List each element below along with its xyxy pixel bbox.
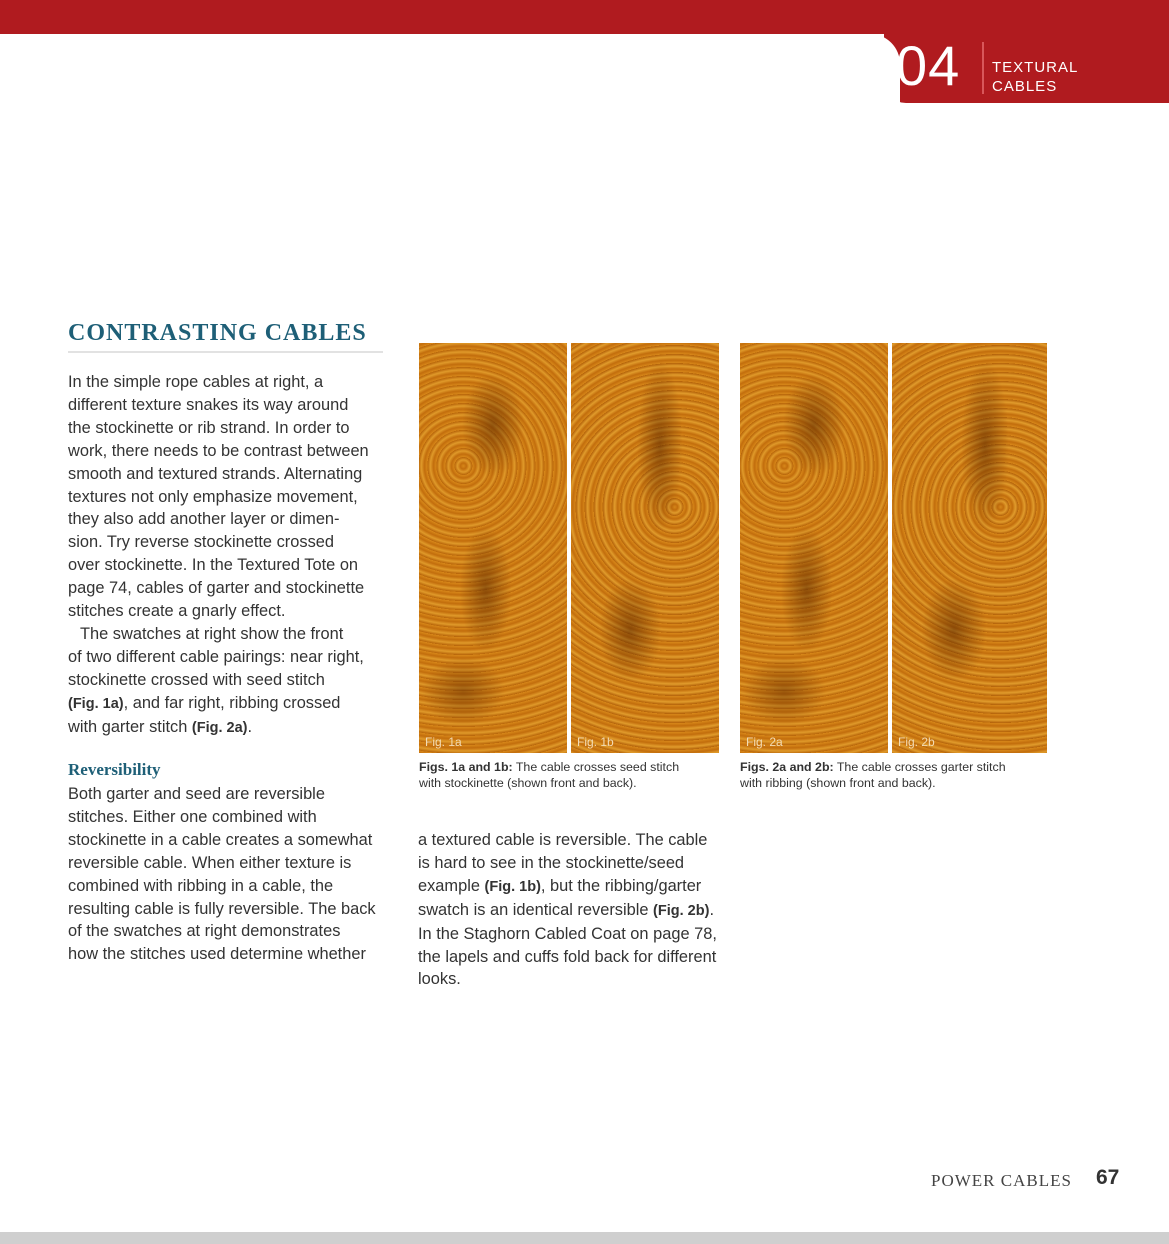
p2-text: , and far right, ribbing crossed [123, 693, 341, 712]
p2-text: . [247, 717, 253, 736]
intro-line: textures not only emphasize movement, [68, 487, 358, 506]
p2-line: of two different cable pairings: near right, [68, 647, 364, 666]
page-number: 67 [1096, 1166, 1120, 1189]
chapter-title-line2: CABLES [992, 78, 1058, 95]
section-heading: CONTRASTING CABLES [68, 320, 367, 346]
photo-label: Fig. 1a [425, 735, 462, 749]
rev-line: of the swatches at right demonstrates [68, 922, 341, 941]
photo-label: Fig. 2b [898, 735, 935, 749]
rev-line: resulting cable is fully reversible. The back [68, 899, 376, 918]
col2-text: , but the ribbing/garter [540, 876, 702, 895]
p2-line: The swatches at right show the front [80, 624, 344, 643]
rev-line: stockinette in a cable creates a somewhat [68, 830, 373, 849]
intro-line: different texture snakes its way around [68, 395, 349, 414]
col2-text: swatch is an identical reversible [418, 900, 654, 919]
swatch-photo-fig-2b [892, 343, 1047, 753]
heading-rule [68, 351, 383, 353]
rev-line: reversible cable. When either texture is [68, 853, 352, 872]
intro-line: In the simple rope cables at right, a [68, 373, 324, 391]
caption-line [419, 760, 729, 776]
intro-line: sion. Try reverse stockinette crossed [68, 533, 334, 552]
chapter-number: 04 [896, 34, 961, 97]
intro-line: stitches create a gnarly effect. [68, 602, 286, 621]
col2-text: . [709, 900, 714, 919]
intro-line: smooth and textured strands. Alternating [68, 464, 363, 483]
figure-caption-1 [419, 760, 729, 791]
intro-line: work, there needs to be contrast between [68, 441, 369, 460]
header-white-area [0, 34, 900, 114]
p2-line [68, 692, 403, 716]
reversibility-column [68, 783, 408, 966]
swatch-photo-fig-1a [419, 343, 567, 753]
col2-text: example [418, 876, 485, 895]
intro-line: the stockinette or rib strand. In order to [68, 418, 350, 437]
bottom-scan-edge [0, 1232, 1169, 1244]
caption-line [740, 760, 1050, 776]
intro-line: over stockinette. In the Textured Tote on [68, 556, 359, 575]
swatch-photo-fig-1b [571, 343, 719, 753]
caption-line: with stockinette (shown front and back). [419, 775, 637, 790]
figure-caption-2 [740, 760, 1050, 791]
p2-line: stockinette crossed with seed stitch [68, 670, 325, 689]
col2-line: the lapels and cuffs fold back for different [418, 947, 717, 966]
col2-line: is hard to see in the stockinette/seed [418, 853, 685, 872]
col2-line [418, 875, 753, 899]
swatch-photo-fig-2a [740, 343, 888, 753]
chapter-title [992, 58, 1078, 96]
caption-text: The cable crosses seed stitch [512, 760, 680, 774]
p2-line [68, 716, 403, 740]
running-footer-title: POWER CABLES [931, 1171, 1072, 1190]
col2-line: looks. [418, 970, 461, 989]
rev-line: stitches. Either one combined with [68, 807, 317, 826]
fig-ref: (Fig. 2a) [191, 719, 248, 736]
photo-label: Fig. 1b [577, 735, 614, 749]
fig-ref: (Fig. 1a) [68, 695, 124, 712]
fig-ref: (Fig. 2b) [653, 902, 710, 919]
caption-line: with ribbing (shown front and back). [740, 775, 936, 790]
intro-column [68, 371, 403, 740]
rev-line: Both garter and seed are reversible [68, 785, 325, 803]
chapter-divider [982, 42, 984, 94]
rev-line: combined with ribbing in a cable, the [68, 876, 334, 895]
caption-bold: Figs. 1a and 1b: [419, 760, 513, 774]
chapter-title-line1: TEXTURAL [992, 59, 1079, 76]
photo-label: Fig. 2a [746, 735, 783, 749]
col2-line: In the Staghorn Cabled Coat on page 78, [418, 924, 717, 943]
col2-line: a textured cable is reversible. The cable [418, 831, 708, 849]
intro-line: they also add another layer or dimen- [68, 510, 340, 529]
p2-text: with garter stitch [68, 717, 192, 736]
continued-column [418, 829, 753, 991]
caption-bold: Figs. 2a and 2b: [740, 760, 834, 774]
rev-line: how the stitches used determine whether [68, 945, 366, 964]
col2-line [418, 899, 753, 923]
fig-ref: (Fig. 1b) [484, 878, 541, 895]
subheading-reversibility: Reversibility [68, 760, 161, 779]
intro-line: page 74, cables of garter and stockinette [68, 579, 365, 598]
caption-text: The cable crosses garter stitch [833, 760, 1006, 774]
